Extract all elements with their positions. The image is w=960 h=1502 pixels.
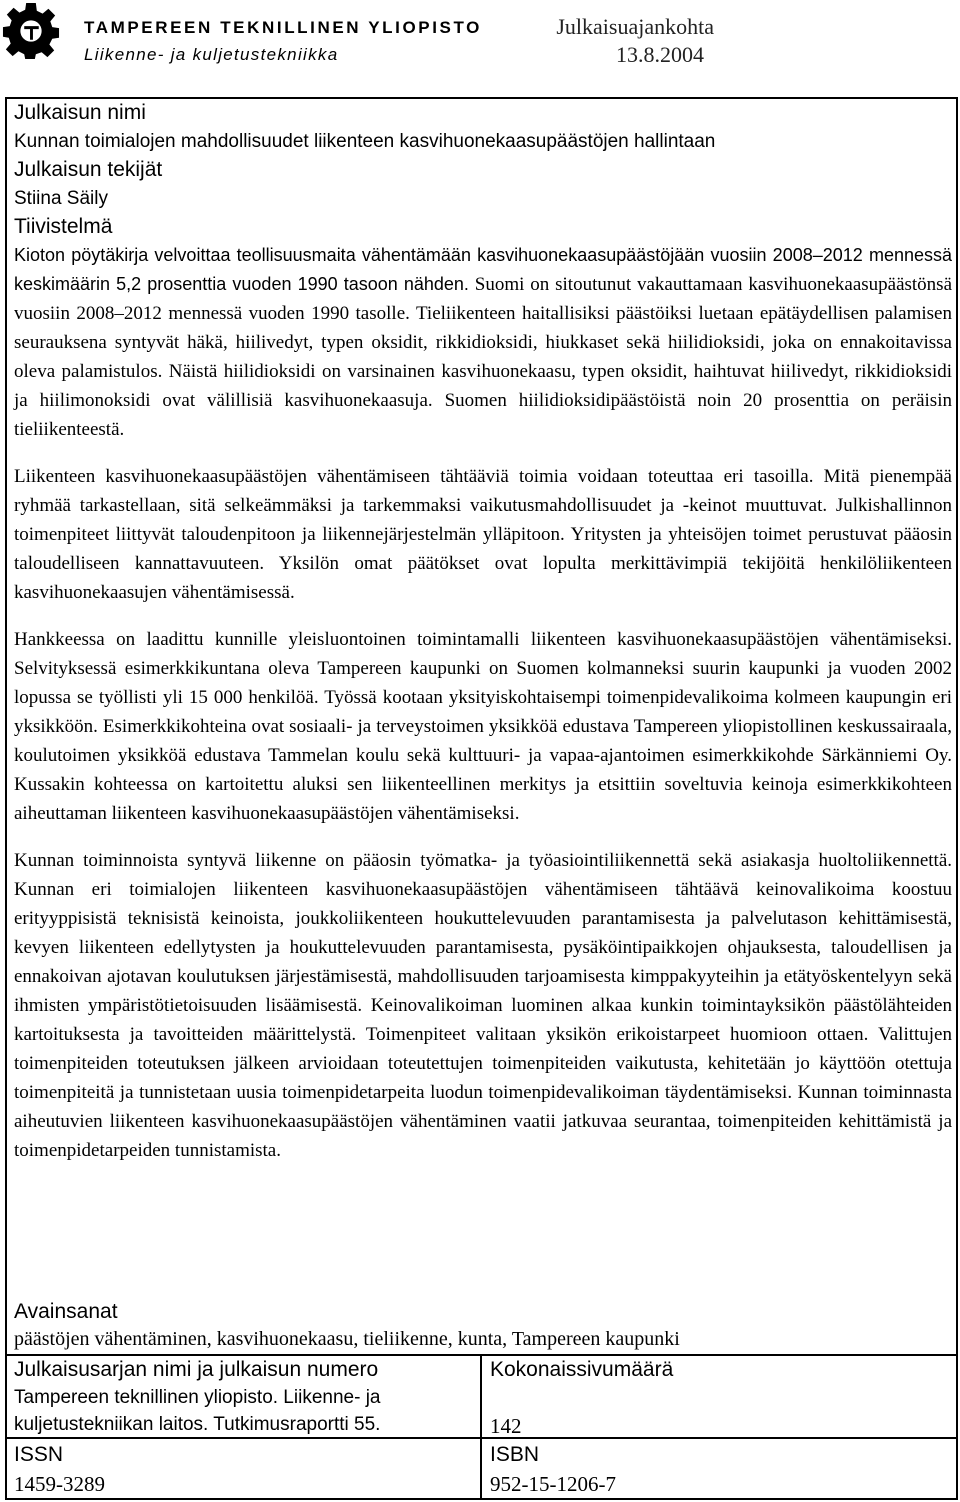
abstract-paragraph-1-rest: Suomi on sitoutunut vakauttamaan kasvihuonekaasupäästönsä vuosiin 2008–2012 mennessä vuoden 1990 tasolle. Tieliikenteen haitallisiksi päästöiksi luetaan epätäydellisen palamisen seurauksena syntyvät häkä, hiilivedyt, typen oksidit, rikkidioksidi, hiukkaset sekä hiilidioksidi, joka on ennakoitavissa oleva palamistulos. Näistä hiilidioksidi on varsinainen kasvihuonekaasu, typen oksidit, haihtuvat hiilivedyt, rikkidioksidi ja hiilimonoksidi ovat välillisiä kasvihuonekaasuja. Suomen hiilidioksidipäästöistä noin 20 prosenttia on peräisin tieliikenteestä. [14, 274, 953, 440]
abstract-paragraph-4: Kunnan toiminnoista syntyvä liikenne on pääosin työmatka- ja työasiointiliikennettä sekä asiakasja huoltoliikennettä. Kunnan eri toimialojen liikenteen kasvihuonekaasupäästöjen vähentämiseen tähtäävä keinovalikoima koostuu erityyppisistä teknisistä keinoista, joukkoliikenteen houkuttelevuuden parantamisesta ja palvelutason kehittämisestä, kevyen liikenteen edellytysten ja houkuttelevuuden parantamisesta, pysäköintipaikkojen ohjauksesta, taloudellisen ja ennakoivan ajotavan koulutuksen järjestämisestä, mahdollisuuden tarjoamisesta kimppakyyteihin ja etätyöskentelyyn sekä ihmisten ympäristötietoisuuden lisäämisestä. Keinovalikoiman luominen alkaa kunkin toimintayksikön päästölähteiden kartoituksesta ja tavoitteiden määrittelystä. Toimenpiteet valitaan yksikön erikoistarpeet huomioon ottaen. Valittujen toimenpiteiden toteutuksen jälkeen arvioidaan toteutettujen toimenpiteiden vaikutusta, kehitetään jo käyttöön otettuja toimenpiteitä ja tunnistetaan uusia toimenpidetarpeita luodun toimenpidevalikoiman täydentämiseksi. Kunnan toiminnasta aiheutuvien liikenteen kasvihuonekaasupäästöjen vähentäminen vaatii jatkuvaa seurantaa, toimenpiteiden kehittämistä ja toimenpidetarpeiden tunnistamista. [14, 850, 952, 1161]
pages-label: Kokonaissivumäärä [490, 1358, 674, 1381]
publication-name: Kunnan toimialojen mahdollisuudet liikenteen kasvihuonekaasupäästöjen hallintaan [14, 131, 716, 152]
abstract-text [14, 241, 952, 1165]
page-count: 142 [490, 1414, 522, 1438]
keywords: päästöjen vähentäminen, kasvihuonekaasu, tieliikenne, kunta, Tampereen kaupunki [14, 1328, 680, 1350]
isbn: 952-15-1206-7 [490, 1472, 616, 1496]
abstract-paragraph-1-start: Kioton pöytäkirja velvoittaa teollisuusmaita vähentämään kasvihuonekaasupäästöjään vuosiin 2008–2012 mennessä keskimäärin 5,2 prosenttia vuoden 1990 tasoon nähden. [14, 245, 952, 294]
series-line-2: kuljetustekniikan laitos. Tutkimusraportti 55. [14, 1414, 381, 1435]
publication-date: 13.8.2004 [616, 42, 704, 67]
issn-label: ISSN [14, 1443, 64, 1466]
university-name: TAMPEREEN TEKNILLINEN YLIOPISTO [84, 18, 482, 37]
department-name: Liikenne- ja kuljetustekniikka [84, 45, 339, 64]
divider-column [480, 1355, 482, 1500]
abstract-paragraph-3: Hankkeessa on laadittu kunnille yleisluontoinen toimintamalli liikenteen kasvihuonekaasupäästöjen vähentämiseksi. Selvityksessä esimerkkikuntana oleva Tampereen kaupunki on Suomen kolmanneksi suurin kaupunki ja vuoden 2002 lopussa se työllisti yli 15 000 henkilöä. Työssä kootaan yksityiskohtaisempi toimenpidevalikoima kolmeen kaupungin eri yksikköön. Esimerkkikohteina ovat sosiaali- ja terveystoimen yksikköä edustava Tampereen yliopistollinen keskussairaala, koulutoimen yksikköä edustava Tammelan koulu sekä kulttuuri- ja vapaa-ajantoimen esimerkkikohde Särkänniemi Oy. Kussakin kohteessa on kartoitettu aluksi sen liikenteellinen merkitys ja etsittiin soveltuvia keinoja esimerkkikohteen aiheuttaman liikenteen kasvihuonekaasupäästöjen vähentämiseksi. [14, 629, 952, 824]
gear-logo-icon [2, 2, 60, 60]
authors-label: Julkaisun tekijät [14, 158, 163, 181]
keywords-label: Avainsanat [14, 1300, 118, 1323]
isbn-label: ISBN [490, 1443, 540, 1466]
abstract-paragraph-2: Liikenteen kasvihuonekaasupäästöjen vähentämiseen tähtääviä toimia voidaan toteuttaa eri tasoilla. Mitä pienempää ryhmää tarkastellaan, sitä selkeämmäksi ja tarkemmaksi vaikutusmahdollisuudet ja -keinot muuttuvat. Julkishallinnon toimenpiteet liittyvät taloudenpitoon ja liikennejärjestelmän ylläpitoon. Yritysten ja yhteisöjen toimet perustuvat pääosin taloudelliseen kannattavuuteen. Yksilön omat päätökset ovat lopulta merkittävimpiä tekijöitä henkilöliikenteen kasvihuonekaasujen vähentämisessä. [14, 466, 952, 603]
series-line-1: Tampereen teknillinen yliopisto. Liikenne- ja [14, 1387, 381, 1408]
authors: Stiina Säily [14, 188, 108, 209]
series-label: Julkaisusarjan nimi ja julkaisun numero [14, 1358, 379, 1381]
publication-name-label: Julkaisun nimi [14, 101, 146, 124]
abstract-label: Tiivistelmä [14, 215, 113, 238]
issn: 1459-3289 [14, 1472, 105, 1496]
publication-date-label: Julkaisuajankohta [556, 14, 714, 39]
abstract-paragraph-1 [14, 241, 952, 444]
